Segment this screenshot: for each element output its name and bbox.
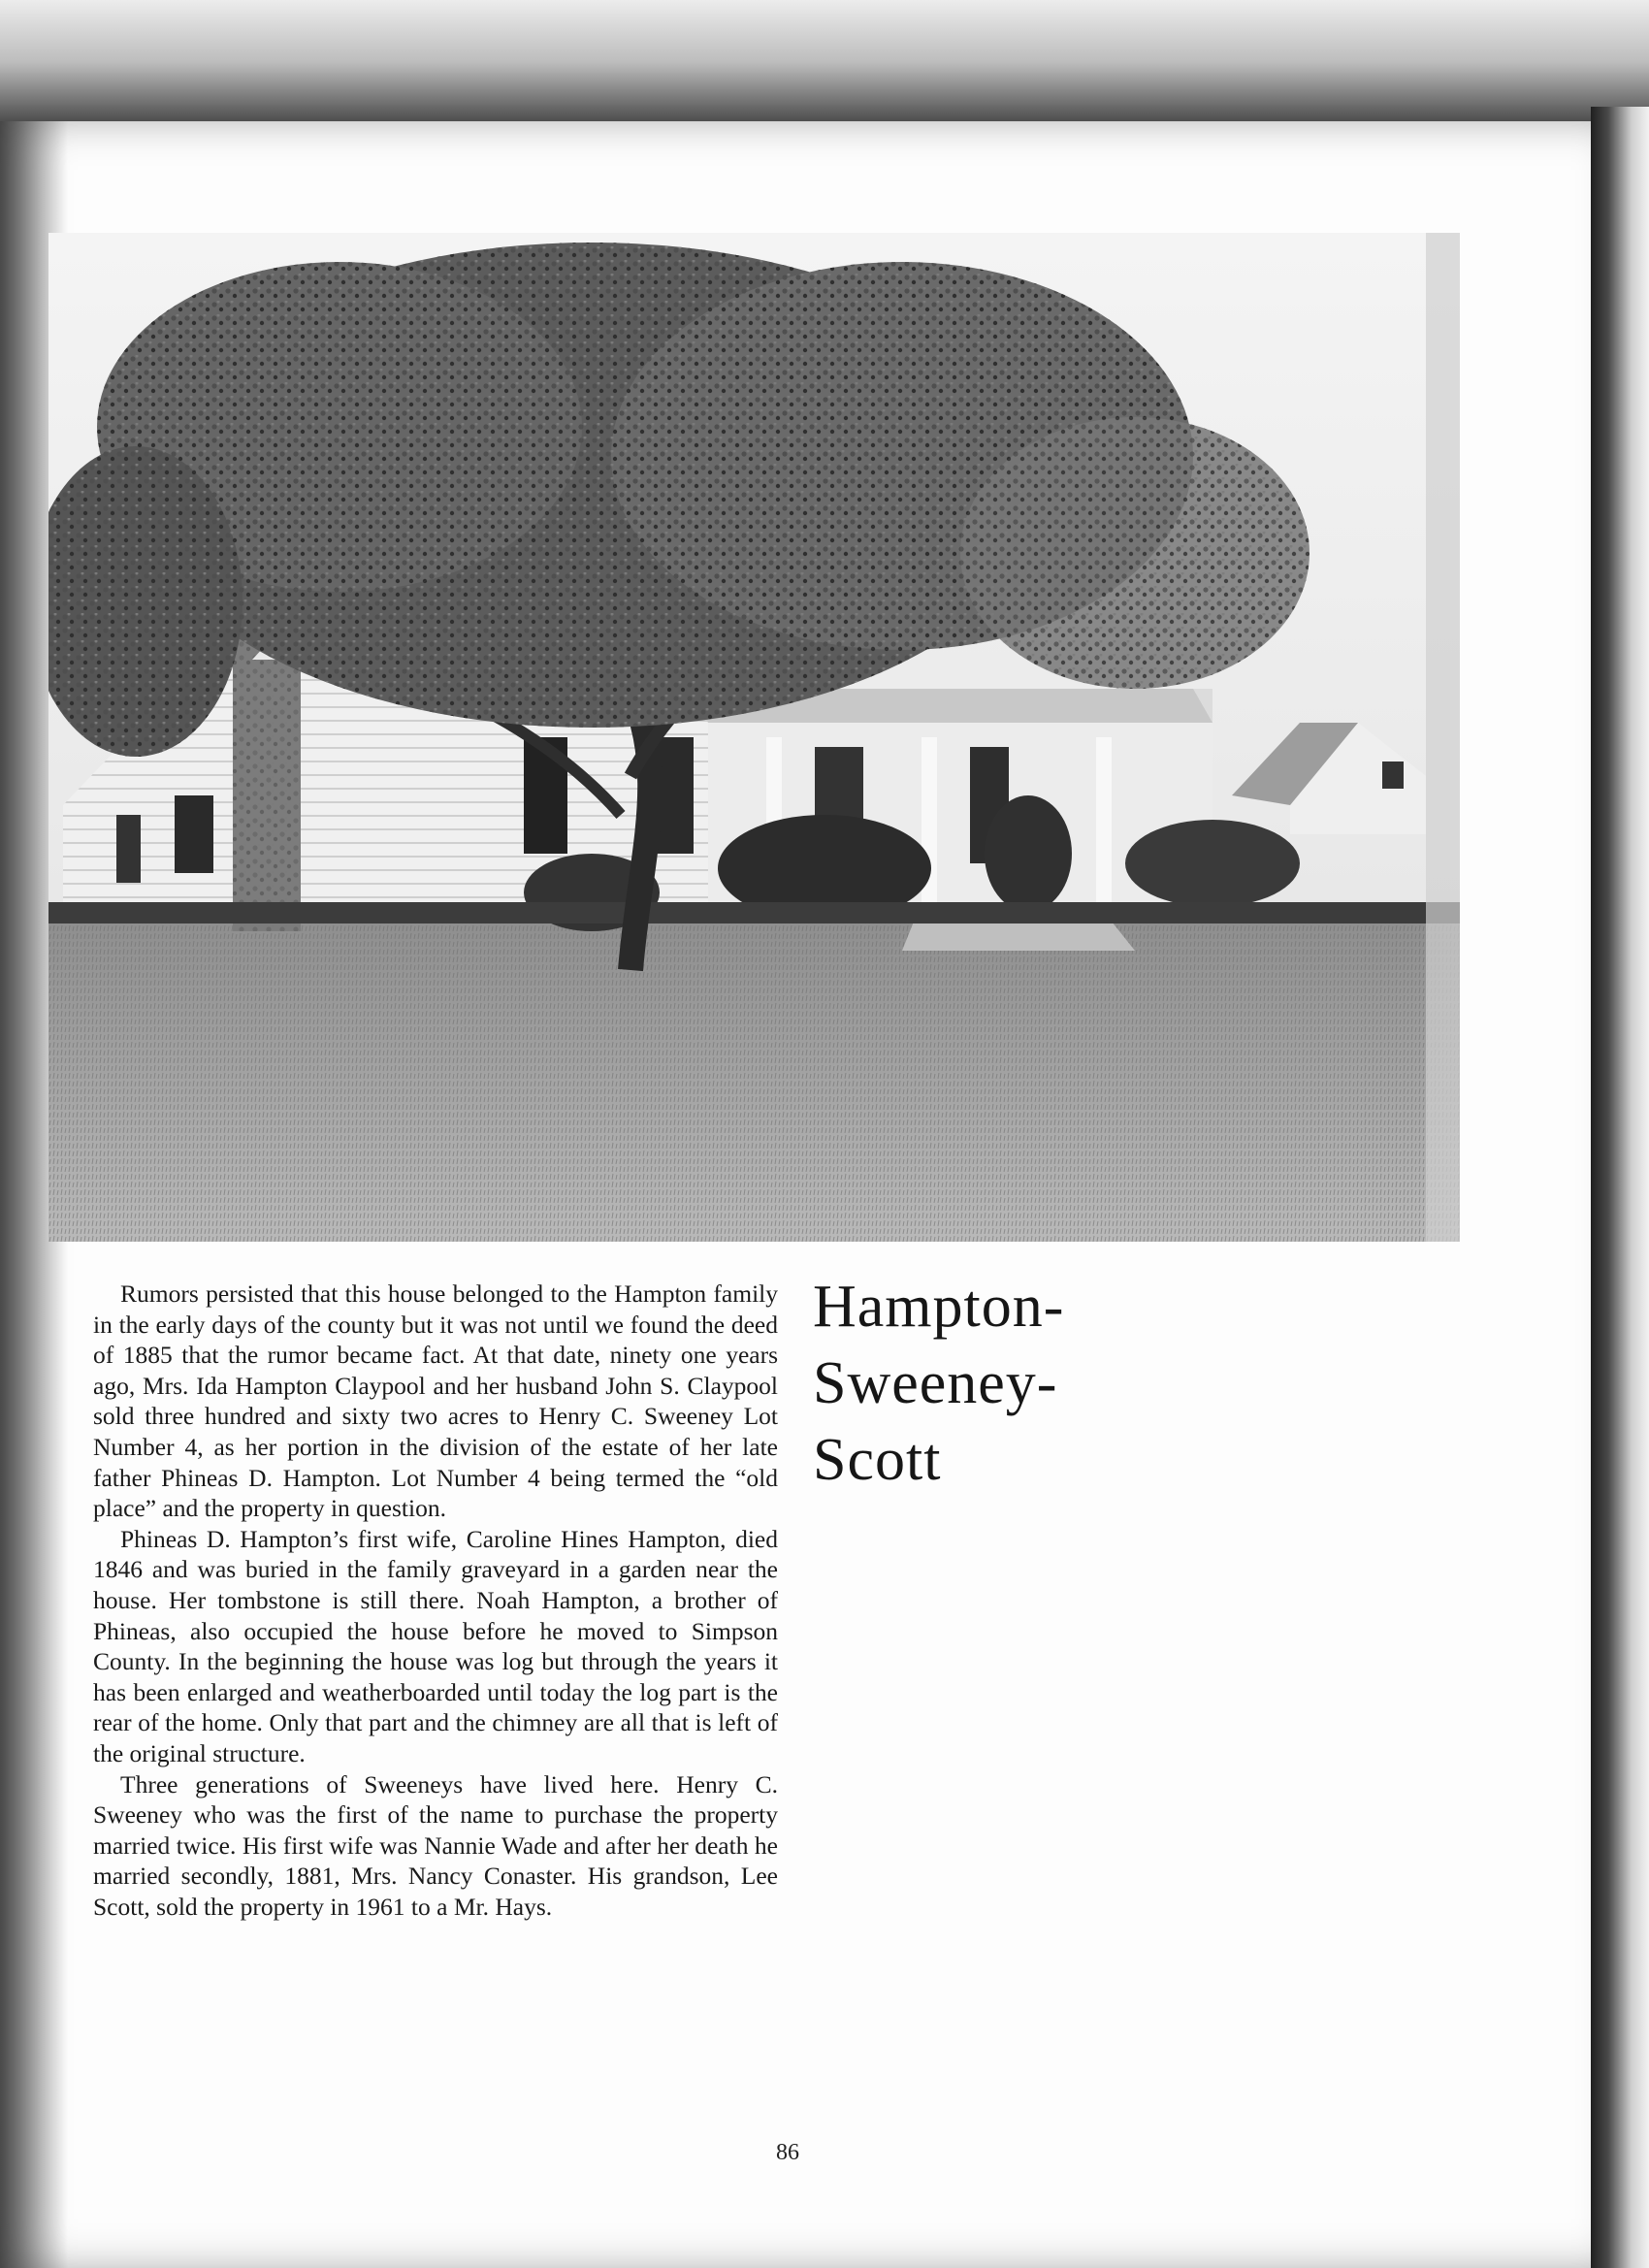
article-body	[93, 1279, 778, 1922]
title-line: Scott	[813, 1427, 942, 1493]
page-number: 86	[776, 2140, 799, 2165]
article-title	[813, 1269, 1064, 1499]
body-paragraph: Rumors persisted that this house belonged to the Hampton family in the early days of the county but it was not until we found the deed of 1885 that the rumor became fact. At that date, ninety one years ago, Mrs. Ida Hampton Claypool and her husband John S. Claypool sold three hundred and sixty two acres to Henry C. Sweeney Lot Number 4, as her portion in the division of the estate of her late father Phineas D. Hampton. Lot Number 4 being termed the “old place” and the property in question.	[93, 1280, 778, 1523]
title-line: Sweeney-	[813, 1350, 1058, 1416]
body-paragraph: Phineas D. Hampton’s first wife, Caroline Hines Hampton, died 1846 and was buried in the family graveyard in a garden near the house. Her tombstone is still there. Noah Hampton, a brother of Phineas, also occupied the house before he moved to Simpson County. In the beginning the house was log but through the years it has been enlarged and weatherboarded until today the log part is the rear of the home. Only that part and the chimney are all that is left of the original structure.	[93, 1524, 778, 1767]
book-binding-edge	[1591, 107, 1649, 2268]
house-photograph	[48, 233, 1460, 1242]
body-paragraph: Three generations of Sweeneys have lived here. Henry C. Sweeney who was the first of the name to purchase the property married twice. His first wife was Nannie Wade and after her death he married secondly, 1881, Mrs. Nancy Conaster. His grandson, Lee Scott, sold the property in 1961 to a Mr. Hays.	[93, 1769, 778, 1921]
title-line: Hampton-	[813, 1274, 1065, 1340]
